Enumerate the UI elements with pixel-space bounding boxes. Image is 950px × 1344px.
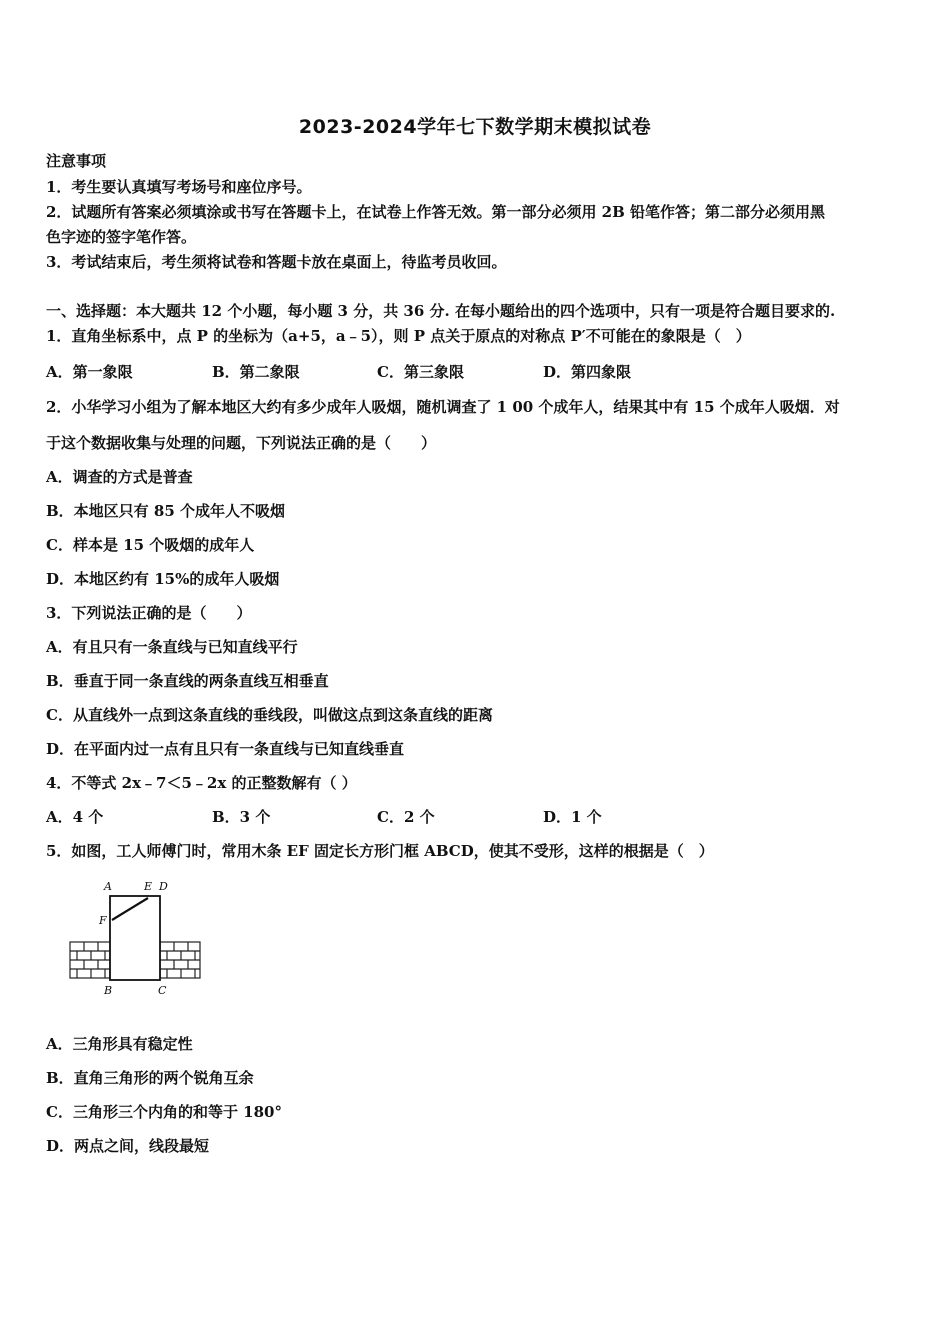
notice-item-2-cont: 色字迹的签字笔作答。 xyxy=(46,228,197,246)
question-1-option-a: A．第一象限 xyxy=(46,363,133,381)
section-heading: 一、选择题：本大题共 12 个小题，每小题 3 分，共 36 分. 在每小题给出的四个选项中，只有一项是符合题目要求的. xyxy=(46,302,836,320)
question-3-stem: 3．下列说法正确的是（ ） xyxy=(46,604,252,622)
question-4-option-b: B．3 个 xyxy=(212,808,271,826)
door-frame-rect xyxy=(110,896,160,980)
question-2-stem-line-1: 2．小华学习小组为了解本地区大约有多少成年人吸烟，随机调查了 1 00 个成年人，结果其中有 15 个成年人吸烟．对 xyxy=(46,398,840,416)
question-1-option-d: D．第四象限 xyxy=(543,363,632,381)
question-3-option-c: C．从直线外一点到这条直线的垂线段，叫做这点到这条直线的距离 xyxy=(46,706,493,724)
figure-label-d: D xyxy=(159,880,168,893)
question-2-option-c: C．样本是 15 个吸烟的成年人 xyxy=(46,536,255,554)
question-2-option-b: B．本地区只有 85 个成年人不吸烟 xyxy=(46,502,285,520)
question-4-stem: 4．不等式 2x﹣7＜5﹣2x 的正整数解有（ ） xyxy=(46,774,357,792)
door-frame-diagram xyxy=(66,876,206,1000)
left-brick-wall xyxy=(70,942,110,978)
question-5-stem: 5．如图，工人师傅门时，常用木条 EF 固定长方形门框 ABCD，使其不受形，这样的根据是（ ） xyxy=(46,842,714,860)
notice-item-3: 3．考试结束后，考生须将试卷和答题卡放在桌面上，待监考员收回。 xyxy=(46,253,507,271)
question-5-option-b: B．直角三角形的两个锐角互余 xyxy=(46,1069,254,1087)
figure-label-f: F xyxy=(99,914,107,927)
question-4-option-a: A．4 个 xyxy=(46,808,104,826)
door-frame-figure xyxy=(66,876,206,1000)
question-4-option-d: D．1 个 xyxy=(543,808,602,826)
page-title: 2023-2024学年七下数学期末模拟试卷 xyxy=(298,116,652,138)
notice-item-1: 1．考生要认真填写考场号和座位序号。 xyxy=(46,178,312,196)
right-brick-wall xyxy=(160,942,200,978)
question-2-option-d: D．本地区约有 15%的成年人吸烟 xyxy=(46,570,280,588)
question-1-option-b: B．第二象限 xyxy=(212,363,300,381)
figure-label-c: C xyxy=(158,984,167,997)
question-5-option-d: D．两点之间，线段最短 xyxy=(46,1137,210,1155)
question-5-option-a: A．三角形具有稳定性 xyxy=(46,1035,193,1053)
question-1-option-c: C．第三象限 xyxy=(377,363,464,381)
figure-label-b: B xyxy=(104,984,113,997)
notice-item-2: 2．试题所有答案必须填涂或书写在答题卡上，在试卷上作答无效。第一部分必须用 2B 铅笔作答；第二部分必须用黑 xyxy=(46,203,826,221)
notice-heading: 注意事项 xyxy=(46,152,107,170)
question-3-option-b: B．垂直于同一条直线的两条直线互相垂直 xyxy=(46,672,329,690)
question-1-stem: 1．直角坐标系中，点 P 的坐标为（a+5，a﹣5），则 P 点关于原点的对称点 P′不可能在的象限是（ ） xyxy=(46,327,751,345)
figure-label-e: E xyxy=(144,880,153,893)
question-3-option-a: A．有且只有一条直线与已知直线平行 xyxy=(46,638,298,656)
question-4-option-c: C．2 个 xyxy=(377,808,435,826)
figure-label-a: A xyxy=(104,880,112,893)
question-5-option-c: C．三角形三个内角的和等于 180° xyxy=(46,1103,282,1121)
question-2-option-a: A．调查的方式是普查 xyxy=(46,468,193,486)
question-3-option-d: D．在平面内过一点有且只有一条直线与已知直线垂直 xyxy=(46,740,405,758)
question-2-stem-line-2: 于这个数据收集与处理的问题，下列说法正确的是（ ） xyxy=(46,434,437,452)
